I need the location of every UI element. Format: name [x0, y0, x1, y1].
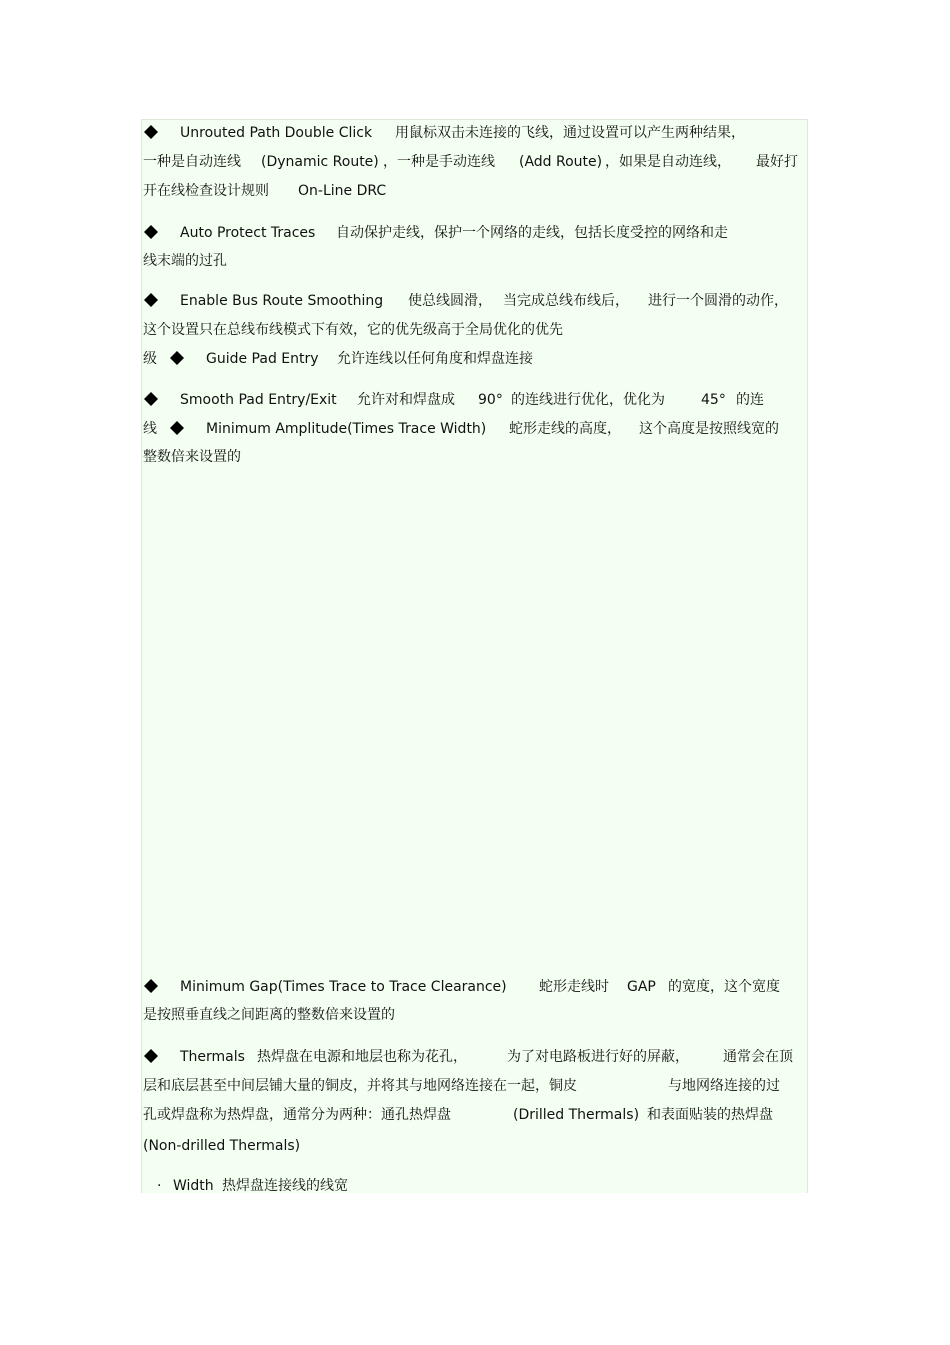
thermals-text: 与地网络连接的过 — [668, 1078, 780, 1094]
thermals-text: 层和底层甚至中间层铺大量的铜皮，并将其与地网络连接在一起，铜皮 — [143, 1078, 577, 1094]
smooth-pad-line-1 — [143, 391, 764, 411]
thermals-line-3 — [143, 1106, 773, 1126]
bus-smoothing-text: 级 — [143, 351, 157, 367]
diamond-bullet-icon — [143, 292, 160, 309]
min-amplitude-title: Minimum Amplitude(Times Trace Width) — [206, 421, 487, 437]
smooth-pad-line-2 — [143, 420, 779, 440]
thermals-title: Thermals — [180, 1049, 245, 1065]
thermals-line-1 — [143, 1048, 793, 1068]
auto-protect-text: 自动保护走线，保护一个网络的走线，包括长度受控的网络和走 — [336, 225, 728, 241]
unrouted-line-3 — [143, 182, 387, 202]
min-amplitude-text: 这个高度是按照线宽的 — [639, 421, 779, 437]
bus-smoothing-title: Enable Bus Route Smoothing — [180, 293, 384, 309]
bus-smoothing-text: 当完成总线布线后， — [503, 293, 629, 309]
document-panel — [141, 119, 808, 1193]
thermals-text: 通常会在顶 — [723, 1049, 793, 1065]
thermals-text: (Drilled Thermals) — [513, 1107, 640, 1123]
diamond-bullet-icon — [143, 1048, 160, 1065]
min-gap-title: Minimum Gap(Times Trace to Trace Clearance) — [180, 979, 507, 995]
unrouted-desc-1: 用鼠标双击未连接的飞线，通过设置可以产生两种结果， — [395, 125, 745, 141]
thermals-line-2 — [143, 1077, 780, 1097]
guide-pad-text: 允许连线以任何角度和焊盘连接 — [337, 351, 533, 367]
min-gap-line-2 — [143, 1006, 395, 1026]
thermals-text: (Non-drilled Thermals) — [143, 1138, 301, 1154]
diamond-bullet-icon — [169, 420, 186, 437]
smooth-pad-text: 45° — [701, 392, 726, 408]
min-gap-text: 的宽度，这个宽度 — [668, 979, 780, 995]
thermals-text: 和表面贴装的热焊盘 — [647, 1107, 773, 1123]
diamond-bullet-icon — [143, 978, 160, 995]
smooth-pad-title: Smooth Pad Entry/Exit — [180, 392, 337, 408]
bus-smoothing-text: 进行一个圆滑的动作， — [648, 293, 788, 309]
min-amplitude-text: 蛇形走线的高度， — [509, 421, 621, 437]
bus-smoothing-line-2 — [143, 321, 563, 341]
smooth-pad-text: 90° — [478, 392, 503, 408]
min-gap-text: GAP — [627, 979, 656, 995]
bus-smoothing-line-1 — [143, 292, 788, 312]
auto-protect-title: Auto Protect Traces — [180, 225, 316, 241]
auto-protect-line-2 — [143, 252, 227, 272]
unrouted-text: 一种是自动连线 — [143, 154, 241, 170]
width-text: 热焊盘连接线的线宽 — [222, 1178, 348, 1194]
auto-protect-text: 线末端的过孔 — [143, 253, 227, 269]
smooth-pad-text: 允许对和焊盘成 — [357, 392, 455, 408]
smooth-pad-text: 的连 — [736, 392, 764, 408]
thermals-line-4 — [143, 1137, 301, 1157]
diamond-bullet-icon — [169, 350, 186, 367]
thermals-text: 热焊盘在电源和地层也称为花孔， — [257, 1049, 467, 1065]
min-gap-text: 是按照垂直线之间距离的整数倍来设置的 — [143, 1007, 395, 1023]
unrouted-text: (Add Route) — [519, 154, 603, 170]
guide-pad-title: Guide Pad Entry — [206, 351, 319, 367]
unrouted-text: On-Line DRC — [298, 183, 387, 199]
unrouted-line-1 — [143, 124, 745, 144]
smooth-pad-text: 线 — [143, 421, 157, 437]
unrouted-text: (Dynamic Route) — [261, 154, 379, 170]
unrouted-text: ，如果是自动连线， — [605, 154, 731, 170]
width-title: Width — [173, 1178, 214, 1194]
min-amplitude-line-2 — [143, 448, 241, 468]
min-gap-line-1 — [143, 978, 780, 998]
auto-protect-line-1 — [143, 224, 728, 244]
min-gap-text: 蛇形走线时 — [539, 979, 609, 995]
width-line — [143, 1177, 348, 1197]
diamond-bullet-icon — [143, 224, 160, 241]
min-amplitude-text: 整数倍来设置的 — [143, 449, 241, 465]
bus-smoothing-text: 使总线圆滑， — [408, 293, 492, 309]
bus-smoothing-line-3 — [143, 350, 533, 370]
unrouted-line-2 — [143, 153, 798, 173]
diamond-bullet-icon — [143, 391, 160, 408]
unrouted-text: 开在线检查设计规则 — [143, 183, 269, 199]
thermals-text: 为了对电路板进行好的屏蔽， — [507, 1049, 689, 1065]
dot-bullet-icon: · — [157, 1178, 162, 1194]
bus-smoothing-text: 这个设置只在总线布线模式下有效，它的优先级高于全局优化的优先 — [143, 322, 563, 338]
thermals-text: 孔或焊盘称为热焊盘，通常分为两种：通孔热焊盘 — [143, 1107, 451, 1123]
diamond-bullet-icon — [143, 124, 160, 141]
unrouted-text: ，一种是手动连线 — [383, 154, 495, 170]
smooth-pad-text: 的连线进行优化，优化为 — [511, 392, 665, 408]
unrouted-text: 最好打 — [756, 154, 798, 170]
unrouted-title: Unrouted Path Double Click — [180, 125, 373, 141]
